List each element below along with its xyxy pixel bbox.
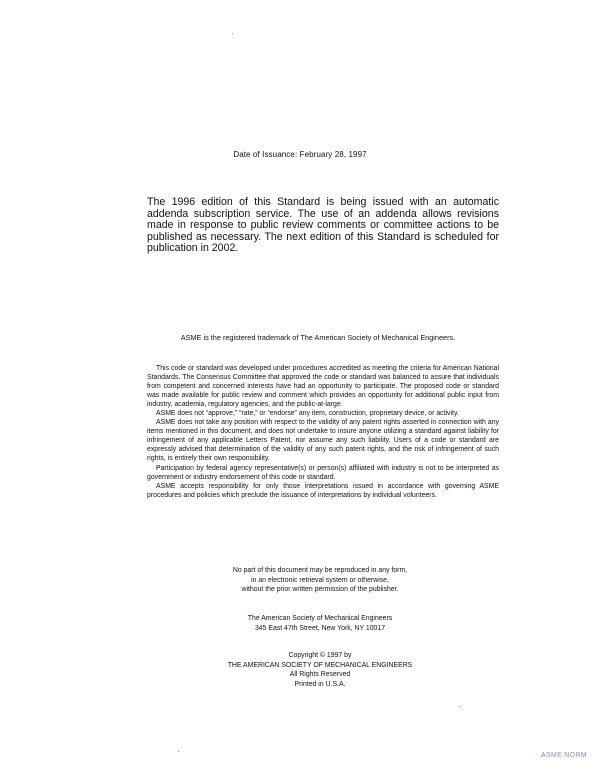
legal-disclaimer bbox=[147, 364, 499, 500]
printed-in: Printed in U.S.A. bbox=[294, 680, 346, 688]
copyright-notice bbox=[0, 651, 600, 689]
legal-paragraph: ASME does not “approve,” “rate,” or “endorse” any item, construction, proprietary device, or activity. bbox=[156, 410, 459, 418]
reproduction-notice bbox=[0, 566, 600, 595]
edition-notice: The 1996 edition of this Standard is being issued with an automatic addenda subscription service. The use of an addenda allows revisions made in response to public review comments or committee actions to be published as necessary. The next edition of this Standard is scheduled for publication in 2002. bbox=[147, 196, 499, 255]
rights-reserved: All Rights Reserved bbox=[289, 671, 351, 679]
date-of-issuance: Date of Issuance: February 28, 1997 bbox=[233, 150, 367, 159]
legal-paragraph: Participation by federal agency representative(s) or person(s) affiliated with industry is not to be interpreted as government or industry endorsement of this code or standard. bbox=[147, 464, 499, 481]
copyright-owner: THE AMERICAN SOCIETY OF MECHANICAL ENGINEERS bbox=[227, 661, 413, 669]
reproduction-line: without the prior written permission of the publisher. bbox=[241, 586, 399, 594]
legal-paragraph: ASME does not take any position with respect to the validity of any patent rights asserted in connection with any items mentioned in this document, and does not undertake to insure anyone utilizing a standard against liability for infringement of any applicable Letters Patent, nor assume any such liability. Users of a code or standard are expressly advised that determination of the validity of any such patent rights, and the risk of infringement of such rights, is entirely their own responsibility. bbox=[147, 419, 499, 463]
scan-speck bbox=[459, 706, 460, 707]
copyright-line: Copyright © 1997 by bbox=[288, 652, 352, 659]
asme-norm-logo: ASME NORM bbox=[541, 752, 587, 759]
trademark-notice: ASME is the registered trademark of The American Society of Mechanical Engineers. bbox=[180, 333, 456, 342]
publisher-address bbox=[0, 614, 600, 633]
scan-speck bbox=[232, 33, 233, 34]
scan-speck bbox=[178, 751, 179, 752]
reproduction-line: in an electronic retrieval system or otherwise, bbox=[251, 576, 389, 584]
reproduction-line: No part of this document may be reproduced in any form, bbox=[232, 567, 408, 574]
legal-paragraph: This code or standard was developed under procedures accredited as meeting the criteria for American National Standards. The Consensus Committee that approved the code or standard was balanced to assure that individuals from competent and concerned interests have had an opportunity to participate. The proposed code or standard was made available for public review and comment which provides an opportunity for additional public input from industry, academia, regulatory agencies, and the public-at-large. bbox=[147, 365, 499, 409]
legal-paragraph: ASME accepts responsibility for only those interpretations issued in accordance with governing ASME procedures and policies which preclude the issuance of interpretations by individual volunteers. bbox=[147, 482, 499, 499]
publisher-street: 345 East 47th Street, New York, NY 10017 bbox=[254, 624, 386, 632]
publisher-name: The American Society of Mechanical Engineers bbox=[247, 615, 393, 622]
